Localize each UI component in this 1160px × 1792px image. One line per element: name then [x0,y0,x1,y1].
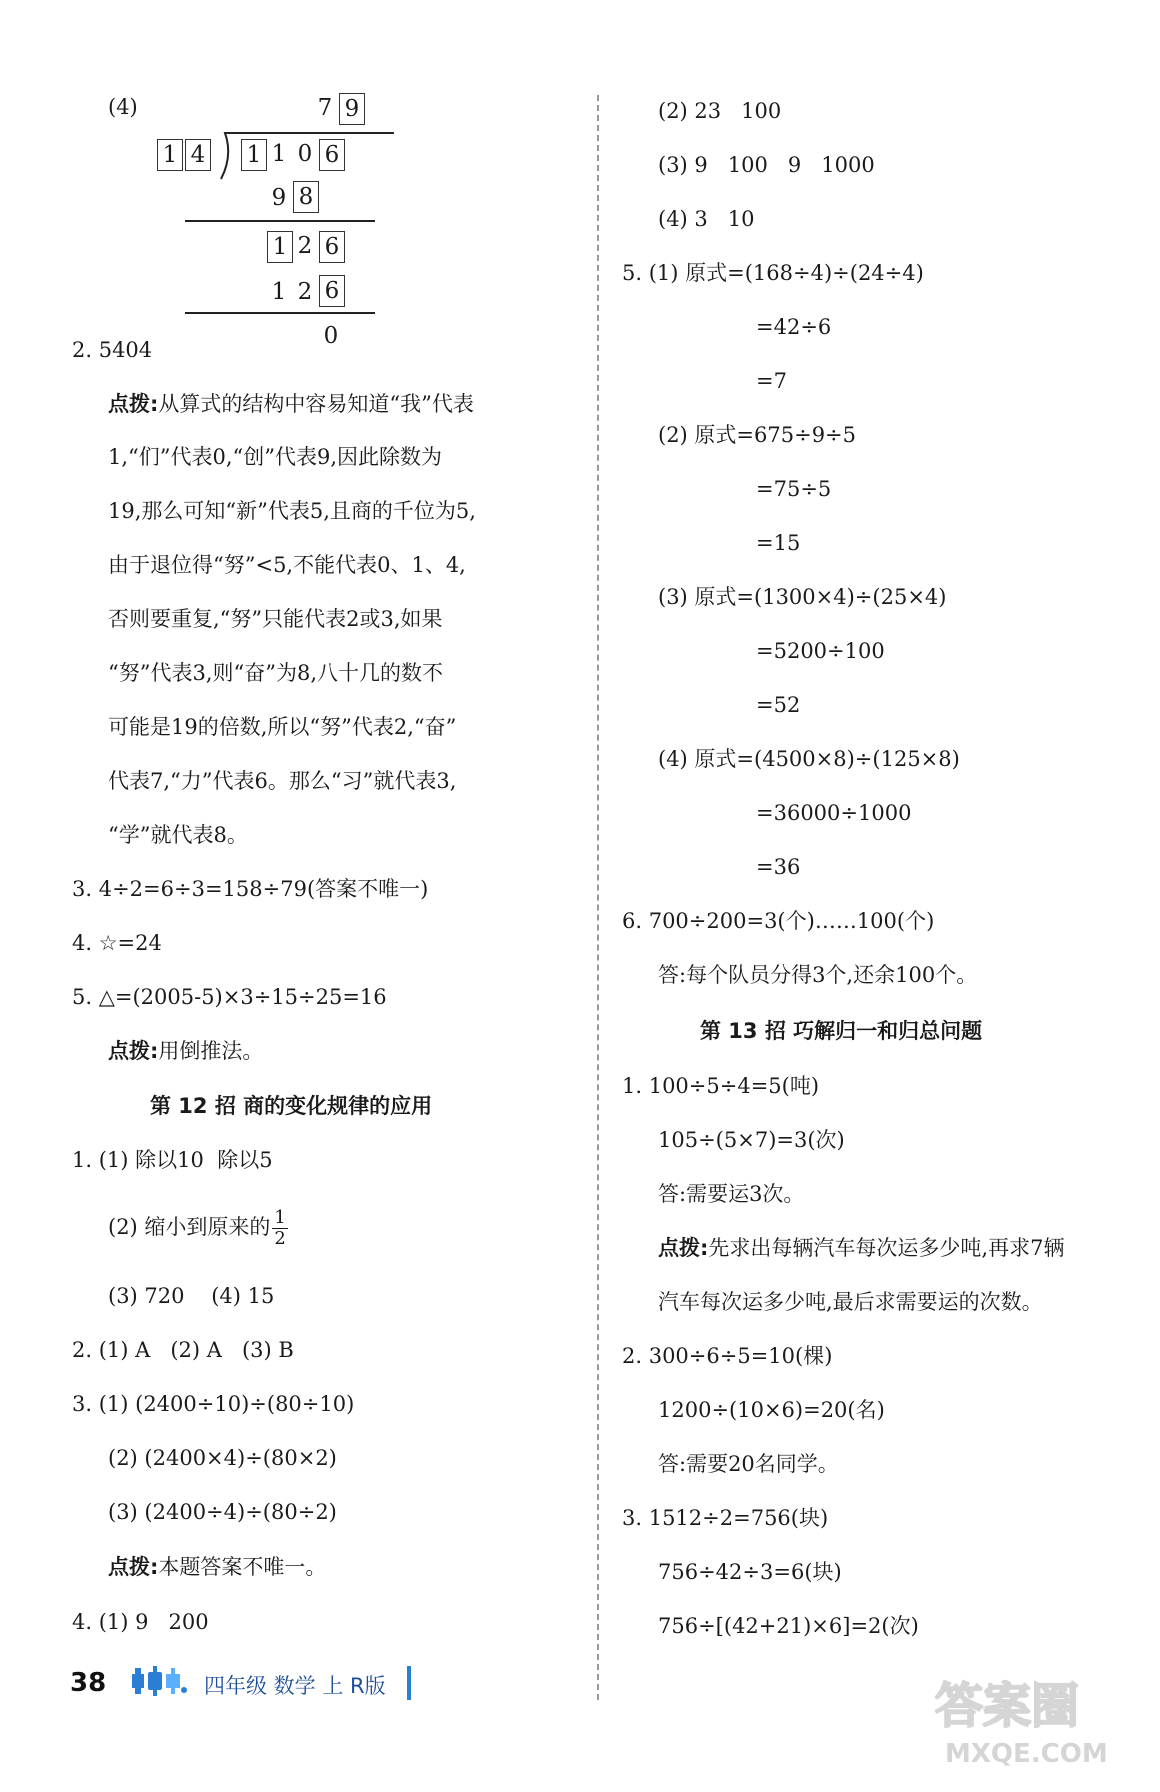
answer-text: =36 [756,855,801,879]
answer-line [108,659,443,687]
step-digit: 6 [319,275,345,307]
column-divider [597,95,599,1700]
answer-text: 6. 700÷200=3(个)……100(个) [622,909,935,933]
answer-text: 1,“们”代表0,“创”代表9,因此除数为 [108,445,443,469]
publisher-logo-icon [130,1660,190,1700]
page-number: 38 [70,1668,107,1698]
answer-line [108,1498,337,1526]
answer-line [658,961,977,989]
answer-text: 汽车每次运多少吨,最后求需要运的次数。 [658,1290,1043,1314]
division-rule [185,220,375,222]
answer-text: 3. 4÷2=6÷3=158÷79(答案不唯一) [72,877,429,901]
answer-text: (2) 原式=675÷9÷5 [658,423,857,447]
answer-line [756,475,831,503]
answer-line [108,497,476,525]
answer-text: 代表7,“力”代表6。那么“习”就代表3, [108,769,457,793]
answer-line [72,1390,354,1418]
answer-text: 5. △=(2005-5)×3÷15÷25=16 [72,985,387,1009]
answer-text: “努”代表3,则“奋”为8,八十几的数不 [108,661,444,685]
footer-accent-bar [407,1666,411,1700]
answer-line [72,875,428,903]
answer-text: =5200÷100 [756,639,885,663]
answer-line [622,1504,828,1532]
answer-line [108,605,443,633]
watermark-logo [925,1662,1135,1772]
answer-line [756,367,787,395]
hint-text: 先求出每辆汽车每次运多少吨,再求7辆 [708,1236,1065,1260]
answer-line [756,529,800,557]
answer-line [108,1282,274,1310]
answer-text: (2) 缩小到原来的 [108,1215,271,1239]
answer-line [658,1180,804,1208]
answer-line [658,1558,842,1586]
answer-line [658,745,960,773]
answer-line [658,151,875,179]
step-digit: 8 [293,181,319,213]
answer-line [622,907,934,935]
answer-text: 4. ☆=24 [72,931,162,955]
answer-line [658,97,781,125]
dividend-digit: 1 [271,141,287,167]
answer-text: 105÷(5×7)=3(次) [658,1128,845,1152]
step-digit: 9 [271,185,287,211]
fraction-numerator: 1 [274,1207,286,1228]
answer-line [658,583,946,611]
answer-text: =75÷5 [756,477,832,501]
answer-line [72,929,162,957]
hint-label: 点拨: [108,392,159,416]
answer-text: 1. 100÷5÷4=5(吨) [622,1074,820,1098]
quotient-digit: 9 [339,93,365,125]
answer-line [658,1396,885,1424]
answer-line [658,1450,839,1478]
remainder-digit: 1 [267,231,293,263]
answer-text: (3) 原式=(1300×4)÷(25×4) [658,585,947,609]
hint-line [108,1037,263,1065]
answer-text: (2) (2400×4)÷(80×2) [108,1446,337,1470]
remainder-digit: 6 [319,231,345,263]
answer-text: (2) 23 100 [658,99,782,123]
dividend-digit: 0 [297,141,313,167]
answer-text: 756÷42÷3=6(块) [658,1560,842,1584]
fraction [272,1208,287,1249]
answer-text: 否则要重复,“努”只能代表2或3,如果 [108,607,443,631]
remainder-digit: 2 [297,233,313,259]
answer-line [756,853,800,881]
answer-text: 2. (1) A (2) A (3) B [72,1338,294,1362]
answer-text: 可能是19的倍数,所以“努”代表2,“奋” [108,715,457,739]
step-digit: 2 [297,279,313,305]
svg-text:MXQE.COM: MXQE.COM [945,1739,1108,1769]
answer-line [658,205,755,233]
answer-text: (4) 原式=(4500×8)÷(125×8) [658,747,960,771]
answer-text: 756÷[(42+21)×6]=2(次) [658,1614,919,1638]
answer-text: 2. 5404 [72,338,153,362]
svg-text:答案圈: 答案圈 [935,1678,1080,1734]
answer-line [108,713,456,741]
hint-line [108,1553,326,1581]
book-info: 四年级 数学 上 R版 [204,1674,386,1698]
answer-text: =15 [756,531,801,555]
divisor-digit: 1 [157,139,183,171]
answer-text: 答:需要20名同学。 [658,1452,839,1476]
answer-line [622,1342,832,1370]
answer-text: (3) 720 (4) 15 [108,1284,275,1308]
answer-text: “学”就代表8。 [108,823,248,847]
answer-text: =52 [756,693,801,717]
hint-text: 本题答案不唯一。 [158,1555,327,1579]
answer-text: (4) 3 10 [658,207,755,231]
answer-line [72,336,152,364]
answer-line [756,691,800,719]
hint-line [108,390,474,418]
answer-line [756,313,831,341]
answer-text: 答:每个队员分得3个,还余100个。 [658,963,978,987]
dividend-digit: 6 [319,139,345,171]
step-digit: 1 [271,279,287,305]
answer-text: 1. (1) 除以10 除以5 [72,1148,273,1172]
answer-line [72,1608,209,1636]
hint-label: 点拨: [658,1236,709,1260]
answer-text: 5. (1) 原式=(168÷4)÷(24÷4) [622,261,924,285]
answer-text: 3. 1512÷2=756(块) [622,1506,829,1530]
answer-text: 答:需要运3次。 [658,1182,805,1206]
hint-label: 点拨: [108,1555,159,1579]
answer-text: =7 [756,369,787,393]
fraction-denominator: 2 [274,1228,286,1249]
answer-text: (3) (2400÷4)÷(80÷2) [108,1500,337,1524]
hint-label: 点拨: [108,1039,159,1063]
division-rule [185,312,375,314]
answer-line [658,1288,1043,1316]
answer-text: 19,那么可知“新”代表5,且商的千位为5, [108,499,476,523]
answer-line [756,799,911,827]
section-title: 第 13 招 巧解归一和归总问题 [700,1019,983,1043]
answer-text: 4. (1) 9 200 [72,1610,209,1634]
answer-line [108,551,466,579]
answer-line [658,421,856,449]
answer-line [108,443,442,471]
answer-line [756,637,885,665]
answer-line [72,1146,273,1174]
answer-text: =42÷6 [756,315,832,339]
answer-text: 2. 300÷6÷5=10(棵) [622,1344,833,1368]
answer-line [72,983,387,1011]
hint-text: 用倒推法。 [158,1039,264,1063]
hint-line [658,1234,1064,1262]
answer-line [622,259,924,287]
answer-text: 1200÷(10×6)=20(名) [658,1398,885,1422]
quotient-digit: 7 [317,95,333,121]
section-title: 第 12 招 商的变化规律的应用 [150,1094,433,1118]
answer-line [622,1072,819,1100]
answer-text: (3) 9 100 9 1000 [658,153,875,177]
answer-text: 由于退位得“努”<5,不能代表0、1、4, [108,553,466,577]
answer-line [108,821,248,849]
divisor-digit: 4 [185,139,211,171]
answer-line [658,1126,845,1154]
answer-line [658,1612,919,1640]
answer-line [108,767,456,795]
dividend-digit: 1 [241,139,267,171]
answer-text: 3. (1) (2400÷10)÷(80÷10) [72,1392,355,1416]
hint-text: 从算式的结构中容易知道“我”代表 [158,392,474,416]
final-remainder: 0 [323,323,339,349]
problem-label: (4) [108,95,138,119]
answer-line [72,1336,294,1364]
answer-text: =36000÷1000 [756,801,912,825]
answer-line [108,1208,288,1249]
answer-line [108,1444,337,1472]
